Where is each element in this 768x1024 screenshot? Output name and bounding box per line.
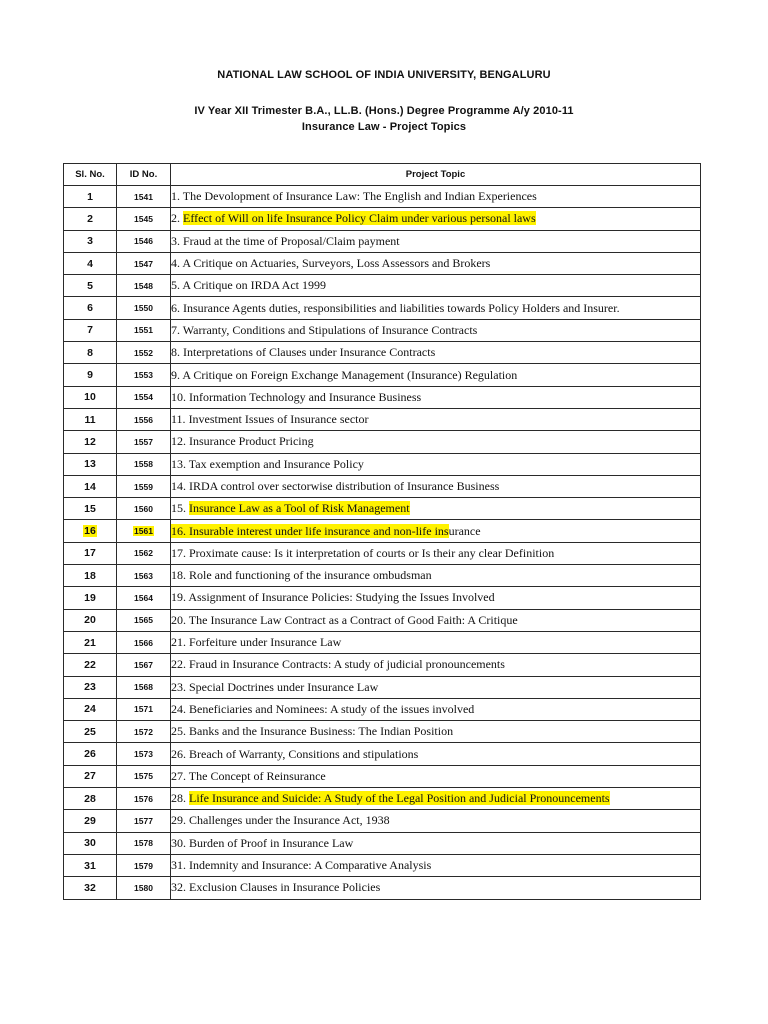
sl-no-cell [64,275,117,297]
sl-no-cell [64,386,117,408]
table-row [64,565,701,587]
highlighted-topic-text: Life Insurance and Suicide: A Study of the Legal Position and Judicial Pronouncements [189,791,610,806]
sl-no-cell [64,765,117,787]
table-row [64,297,701,319]
id-no-value: 1568 [134,682,153,693]
sl-no-cell [64,342,117,364]
topic-text: Burden of Proof in Insurance Law [189,835,354,850]
topic-text: Insurance Agents duties, responsibilities and liabilities towards Policy Holders and Insurer. [183,300,620,315]
id-no-value: 1550 [134,303,153,314]
project-topic-cell [171,453,701,475]
topic-text: urance [448,523,481,538]
id-no-value: 1557 [134,436,153,447]
sl-no-value: 29 [84,814,96,827]
project-topic-cell [171,252,701,274]
topic-text: Special Doctrines under Insurance Law [189,679,379,694]
project-topic-cell [171,542,701,564]
topic-text: Information Technology and Insurance Business [189,389,422,404]
document-subject: Insurance Law - Project Topics [301,121,467,133]
table-body [64,186,701,900]
header-sl-no: Sl. No. [64,164,117,186]
id-no-cell [117,698,171,720]
project-topic-cell [171,319,701,341]
project-topics-table [63,163,701,900]
topic-number: 4. [171,256,183,271]
header-id-no: ID No. [117,164,171,186]
topic-text: A Critique on Foreign Exchange Management (Insurance) Regulation [182,367,518,382]
id-no-cell [117,877,171,899]
id-no-cell [117,475,171,497]
topic-text: Indemnity and Insurance: A Comparative Analysis [189,858,432,873]
project-topic-cell [171,810,701,832]
id-no-value: 1541 [134,191,153,202]
project-topic-cell [171,565,701,587]
project-topic-cell [171,721,701,743]
sl-no-cell [64,230,117,252]
sl-no-cell [64,475,117,497]
table-row [64,721,701,743]
table-row [64,342,701,364]
project-topic-cell [171,498,701,520]
topic-number: 26. [171,746,189,761]
topic-number: 28. [171,791,189,806]
topic-number: 29. [171,813,189,828]
project-topic-cell [171,520,701,542]
sl-no-value: 17 [84,547,96,560]
topic-text: IRDA control over sectorwise distribution of Insurance Business [189,479,500,493]
id-no-value: 1563 [134,570,153,581]
table-row [64,877,701,899]
document-title: NATIONAL LAW SCHOOL OF INDIA UNIVERSITY, BENGALURU [217,69,551,81]
project-topic-cell [171,765,701,787]
project-topic-cell [171,364,701,386]
id-no-cell [117,230,171,252]
topic-number: 20. [171,612,189,627]
id-no-cell [117,319,171,341]
sl-no-cell [64,252,117,274]
topic-number: 7. [171,322,183,337]
topic-number: 19. [171,590,189,605]
id-no-cell [117,364,171,386]
sl-no-cell [64,186,117,208]
topic-number: 14. [171,479,189,493]
topic-text: Banks and the Insurance Business: The Indian Position [189,724,454,739]
id-no-value: 1562 [134,548,153,559]
sl-no-cell [64,877,117,899]
project-topic-cell [171,587,701,609]
topic-number: 31. [171,858,189,873]
topic-number: 9. [171,367,183,382]
project-topic-cell [171,475,701,497]
id-no-cell [117,498,171,520]
table-row [64,810,701,832]
sl-no-value: 15 [84,502,96,515]
sl-no-value: 7 [87,324,93,337]
sl-no-cell [64,631,117,653]
sl-no-value: 19 [84,591,96,604]
table-row [64,498,701,520]
id-no-value: 1556 [134,414,153,425]
topic-number: 6. [171,300,183,315]
topic-number: 1. [171,189,183,204]
table-row [64,542,701,564]
sl-no-value: 21 [84,636,96,649]
table-row [64,408,701,430]
id-no-value: 1577 [134,815,153,826]
sl-no-cell [64,208,117,230]
sl-no-cell [64,832,117,854]
id-no-cell [117,386,171,408]
sl-no-cell [64,810,117,832]
id-no-value: 1561 [134,526,153,537]
topic-number: 24. [171,701,189,716]
topic-number: 13. [171,456,189,471]
topic-text: Interpretations of Clauses under Insurance Contracts [183,345,436,360]
id-no-cell [117,676,171,698]
table-row [64,230,701,252]
topic-number: 8. [171,345,183,360]
table-row [64,698,701,720]
topic-number: 15. [171,501,189,516]
topic-text: Exclusion Clauses in Insurance Policies [189,880,381,895]
table-row [64,386,701,408]
sl-no-value: 31 [84,859,96,872]
table-header-row [64,164,701,186]
sl-no-value: 32 [84,881,96,894]
sl-no-value: 9 [87,369,93,382]
sl-no-value: 25 [84,725,96,738]
sl-no-value: 27 [84,770,96,783]
id-no-cell [117,721,171,743]
table-row [64,520,701,542]
table-row [64,275,701,297]
topic-text: Beneficiaries and Nominees: A study of the issues involved [189,701,475,716]
id-no-value: 1547 [134,258,153,269]
sl-no-cell [64,408,117,430]
id-no-cell [117,208,171,230]
table-row [64,252,701,274]
sl-no-value: 23 [84,681,96,694]
sl-no-value: 18 [84,569,96,582]
sl-no-value: 14 [84,480,96,493]
table-row [64,854,701,876]
project-topic-cell [171,676,701,698]
sl-no-cell [64,364,117,386]
sl-no-cell [64,788,117,810]
id-no-cell [117,342,171,364]
table-row [64,475,701,497]
sl-no-cell [64,676,117,698]
sl-no-cell [64,654,117,676]
project-topic-cell [171,431,701,453]
project-topic-cell [171,408,701,430]
id-no-value: 1559 [134,481,153,492]
sl-no-value: 20 [84,614,96,627]
id-no-value: 1567 [134,659,153,670]
topic-text: Insurance Product Pricing [189,434,314,449]
topic-number: 23. [171,679,189,694]
sl-no-value: 10 [84,391,96,404]
id-no-cell [117,832,171,854]
id-no-value: 1560 [134,503,153,514]
table-row [64,609,701,631]
project-topic-cell [171,743,701,765]
topic-number: 30. [171,835,189,850]
project-topic-cell [171,832,701,854]
id-no-value: 1576 [134,793,153,804]
highlighted-topic-text: Insurance Law as a Tool of Risk Management [189,501,410,516]
topic-number: 27. [171,768,189,783]
table-row [64,788,701,810]
project-topic-cell [171,854,701,876]
id-no-value: 1579 [134,860,153,871]
project-topic-cell [171,698,701,720]
id-no-value: 1566 [134,637,153,648]
table-row [64,587,701,609]
topic-number: 2. [171,211,183,226]
id-no-cell [117,275,171,297]
id-no-cell [117,631,171,653]
topic-number: 11. [171,412,189,427]
document-subtitle: IV Year XII Trimester B.A., LL.B. (Hons.) Degree Programme A/y 2010-11 [194,105,574,117]
id-no-value: 1548 [134,280,153,291]
table-row [64,765,701,787]
id-no-value: 1575 [134,771,153,782]
id-no-cell [117,743,171,765]
highlighted-topic-text: 16. Insurable interest under life insurance and non-life ins [171,523,449,538]
sl-no-value: 5 [87,279,93,292]
sl-no-cell [64,854,117,876]
project-topic-cell [171,654,701,676]
project-topic-cell [171,208,701,230]
id-no-cell [117,788,171,810]
sl-no-value: 12 [84,435,96,448]
table-row [64,319,701,341]
id-no-value: 1554 [134,392,153,403]
sl-no-cell [64,520,117,542]
sl-no-cell [64,453,117,475]
id-no-cell [117,520,171,542]
project-topic-cell [171,631,701,653]
id-no-value: 1580 [134,882,153,893]
topic-number: 21. [171,635,189,650]
id-no-cell [117,186,171,208]
sl-no-cell [64,721,117,743]
topic-text: Assignment of Insurance Policies: Studying the Issues Involved [188,590,495,605]
id-no-cell [117,408,171,430]
id-no-cell [117,587,171,609]
sl-no-cell [64,319,117,341]
topic-number: 12. [171,434,189,449]
topic-text: Challenges under the Insurance Act, 1938 [189,813,390,828]
table-row [64,676,701,698]
id-no-cell [117,565,171,587]
sl-no-cell [64,542,117,564]
id-no-value: 1578 [134,838,153,849]
id-no-cell [117,609,171,631]
id-no-value: 1552 [134,347,153,358]
id-no-cell [117,654,171,676]
project-topic-cell [171,788,701,810]
table-row [64,832,701,854]
topic-number: 22. [171,657,189,672]
topic-text: A Critique on Actuaries, Surveyors, Loss Assessors and Brokers [182,256,491,271]
table-row [64,631,701,653]
sl-no-cell [64,609,117,631]
sl-no-value: 3 [87,235,93,248]
topic-text: Fraud in Insurance Contracts: A study of judicial pronouncements [189,657,505,672]
header-project-topic: Project Topic [171,164,701,186]
sl-no-cell [64,498,117,520]
id-no-cell [117,854,171,876]
id-no-cell [117,810,171,832]
sl-no-value: 24 [84,703,96,716]
topic-text: Forfeiture under Insurance Law [189,635,342,650]
topic-text: Breach of Warranty, Consitions and stipulations [189,746,419,761]
id-no-value: 1545 [134,213,153,224]
id-no-value: 1553 [134,370,153,381]
id-no-cell [117,431,171,453]
project-topic-cell [171,297,701,319]
highlighted-topic-text: Effect of Will on life Insurance Policy Claim under various personal laws [183,211,536,226]
id-no-value: 1564 [134,592,153,603]
sl-no-value: 26 [84,748,96,761]
table-row [64,364,701,386]
project-topic-cell [171,275,701,297]
sl-no-value: 13 [84,458,96,471]
sl-no-cell [64,297,117,319]
sl-no-cell [64,743,117,765]
id-no-value: 1573 [134,749,153,760]
table-row [64,743,701,765]
sl-no-cell [64,587,117,609]
sl-no-value: 2 [87,212,93,225]
sl-no-value: 11 [84,413,96,426]
table-row [64,453,701,475]
id-no-value: 1558 [134,459,153,470]
id-no-value: 1572 [134,726,153,737]
sl-no-cell [64,431,117,453]
sl-no-cell [64,565,117,587]
topic-text: Proximate cause: Is it interpretation of courts or Is their any clear Definition [189,545,555,560]
id-no-value: 1565 [134,615,153,626]
topic-number: 10. [171,389,189,404]
table-row [64,208,701,230]
id-no-value: 1551 [134,325,153,336]
topic-number: 17. [171,545,189,560]
sl-no-value: 4 [87,257,93,270]
topic-number: 3. [171,233,183,248]
project-topic-cell [171,386,701,408]
topic-text: The Devolopment of Insurance Law: The English and Indian Experiences [182,189,537,204]
topic-text: Investment Issues of Insurance sector [188,412,369,427]
id-no-cell [117,453,171,475]
sl-no-value: 16 [84,525,96,538]
id-no-cell [117,297,171,319]
id-no-value: 1571 [134,704,153,715]
id-no-value: 1546 [134,236,153,247]
topic-text: Tax exemption and Insurance Policy [188,456,364,471]
topic-text: Fraud at the time of Proposal/Claim payment [183,233,400,248]
project-topic-cell [171,342,701,364]
id-no-cell [117,542,171,564]
topic-text: Warranty, Conditions and Stipulations of Insurance Contracts [182,322,478,337]
topic-text: A Critique on IRDA Act 1999 [182,278,327,293]
topic-text: Role and functioning of the insurance ombudsman [189,568,432,583]
topic-number: 32. [171,880,189,895]
topic-text: The Concept of Reinsurance [188,768,326,783]
sl-no-value: 30 [84,837,96,850]
sl-no-value: 1 [87,190,93,203]
project-topic-cell [171,609,701,631]
sl-no-value: 22 [84,658,96,671]
sl-no-value: 6 [87,302,93,315]
topic-number: 18. [171,568,189,583]
table-row [64,431,701,453]
topic-number: 25. [171,724,189,739]
sl-no-value: 8 [87,346,93,359]
sl-no-cell [64,698,117,720]
id-no-cell [117,765,171,787]
sl-no-value: 28 [84,792,96,805]
table-row [64,186,701,208]
project-topic-cell [171,186,701,208]
project-topic-cell [171,877,701,899]
topic-text: The Insurance Law Contract as a Contract of Good Faith: A Critique [188,612,518,627]
project-topic-cell [171,230,701,252]
topic-number: 5. [171,278,183,293]
table-row [64,654,701,676]
id-no-cell [117,252,171,274]
